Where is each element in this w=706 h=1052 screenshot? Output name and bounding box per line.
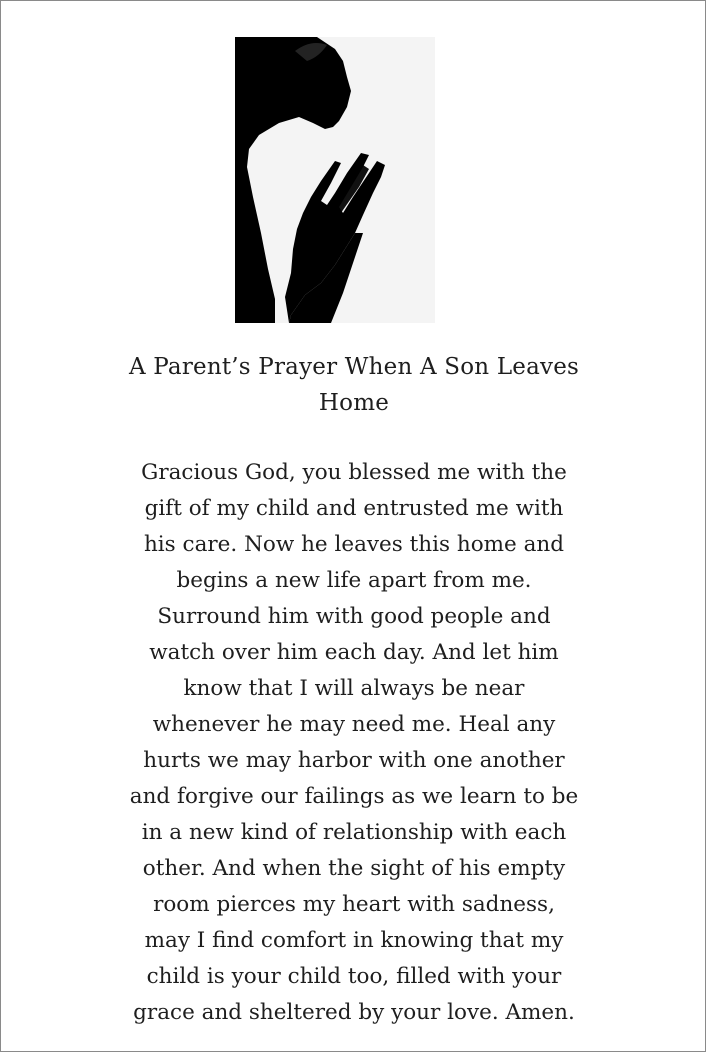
prayer-body [41, 455, 667, 1031]
prayer-line: his care. Now he leaves this home and [143, 532, 565, 557]
praying-silhouette-graphic [235, 37, 435, 323]
prayer-line: other. And when the sight of his empty [142, 856, 566, 881]
prayer-line: room pierces my heart with sadness, [153, 892, 555, 917]
prayer-line: watch over him each day. And let him [149, 640, 559, 665]
prayer-line: and forgive our failings as we learn to be [129, 784, 579, 809]
prayer-line: know that I will always be near [183, 676, 525, 701]
prayer-line: child is your child too, filled with your [146, 964, 562, 989]
prayer-title-line: A Parent’s Prayer When A Son Leaves [128, 354, 580, 380]
prayer-line: begins a new life apart from me. [176, 568, 532, 593]
prayer-line: grace and sheltered by your love. Amen. [133, 1000, 575, 1025]
prayer-line: in a new kind of relationship with each [141, 820, 567, 845]
prayer-line: may I find comfort in knowing that my [144, 928, 564, 953]
prayer-title-line: Home [318, 390, 390, 416]
praying-silhouette-image [235, 37, 435, 323]
prayer-line: whenever he may need me. Heal any [152, 712, 556, 737]
prayer-line: gift of my child and entrusted me with [144, 496, 564, 521]
prayer-title [41, 349, 667, 421]
prayer-line: hurts we may harbor with one another [143, 748, 565, 773]
prayer-line: Gracious God, you blessed me with the [141, 460, 567, 485]
prayer-line: Surround him with good people and [157, 604, 551, 629]
